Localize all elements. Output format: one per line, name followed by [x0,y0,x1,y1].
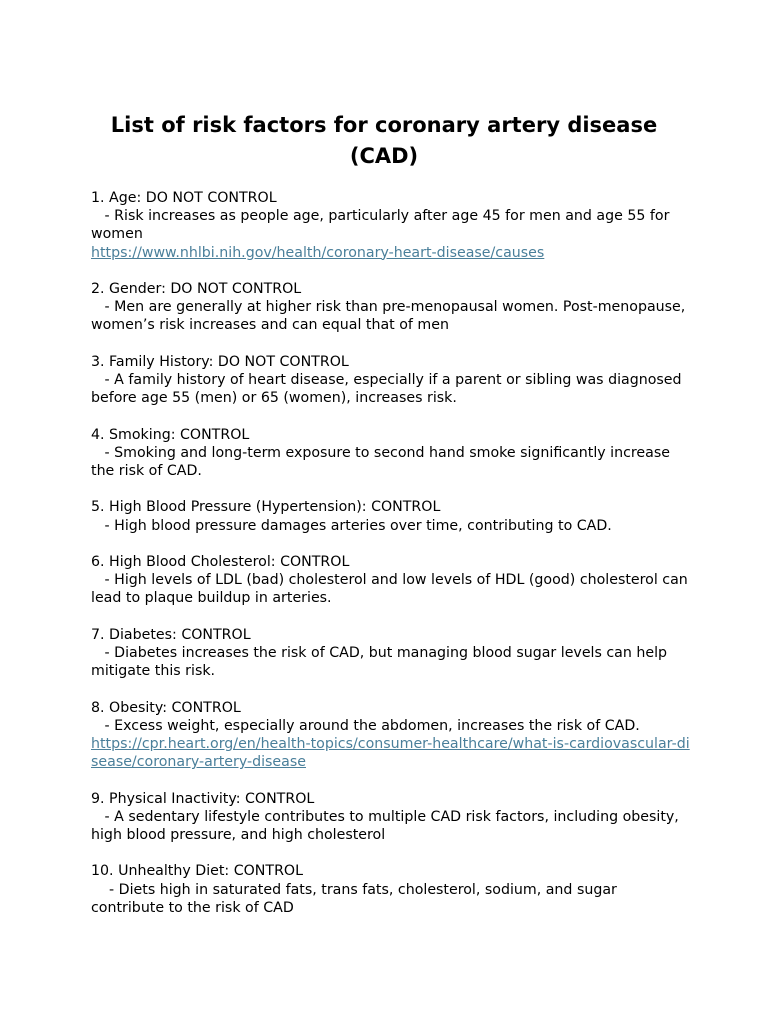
list-item [91,699,691,772]
item-description: - A family history of heart disease, especially if a parent or sibling was diagnosed before age 55 (men) or 65 (women), increases risk. [91,372,687,407]
list-item [91,189,691,262]
document-page [91,110,691,935]
item-description: - A sedentary lifestyle contributes to multiple CAD risk factors, including obesity, high blood pressure, and high cholesterol [91,808,684,843]
item-description: - Smoking and long-term exposure to second hand smoke significantly increase the risk of CAD. [91,444,675,479]
item-description: - High levels of LDL (bad) cholesterol and low levels of HDL (good) cholesterol can lead to plaque buildup in arteries. [91,572,693,607]
item-heading: 9. Physical Inactivity: CONTROL [91,790,315,807]
list-item [91,790,691,845]
source-link[interactable]: https://cpr.heart.org/en/health-topics/consumer-healthcare/what-is-cardiovascular-disease/coronary-artery-disease [91,735,690,771]
document-title: List of risk factors for coronary artery disease (CAD) [110,113,658,168]
item-heading: 6. High Blood Cholesterol: CONTROL [91,553,350,570]
item-description: - Men are generally at higher risk than pre-menopausal women. Post-menopause, women’s risk increases and can equal that of men [91,299,690,334]
item-heading: 2. Gender: DO NOT CONTROL [91,281,302,297]
item-heading: 10. Unhealthy Diet: CONTROL [91,863,303,880]
item-heading: 5. High Blood Pressure (Hypertension): CONTROL [91,499,441,516]
list-item [91,498,691,534]
list-item [91,553,691,608]
list-item [91,353,691,408]
item-heading: 3. Family History: DO NOT CONTROL [91,353,349,370]
source-link[interactable]: https://www.nhlbi.nih.gov/health/coronary-heart-disease/causes [91,244,545,261]
item-description: - Excess weight, especially around the abdomen, increases the risk of CAD. [91,717,640,734]
item-description: - Diabetes increases the risk of CAD, but managing blood sugar levels can help mitigate this risk. [91,644,672,680]
item-description: - Risk increases as people age, particularly after age 45 for men and age 55 for women [91,208,674,243]
item-heading: 1. Age: DO NOT CONTROL [91,190,277,206]
list-item [91,280,691,335]
list-item [91,426,691,481]
risk-factor-list [91,189,691,917]
list-item [91,626,691,681]
item-description: - Diets high in saturated fats, trans fats, cholesterol, sodium, and sugar contribute to the risk of CAD [91,881,622,916]
item-heading: 7. Diabetes: CONTROL [91,626,251,643]
item-description: - High blood pressure damages arteries over time, contributing to CAD. [91,517,612,534]
list-item [91,862,691,917]
item-heading: 8. Obesity: CONTROL [91,699,241,716]
item-heading: 4. Smoking: CONTROL [91,426,250,443]
